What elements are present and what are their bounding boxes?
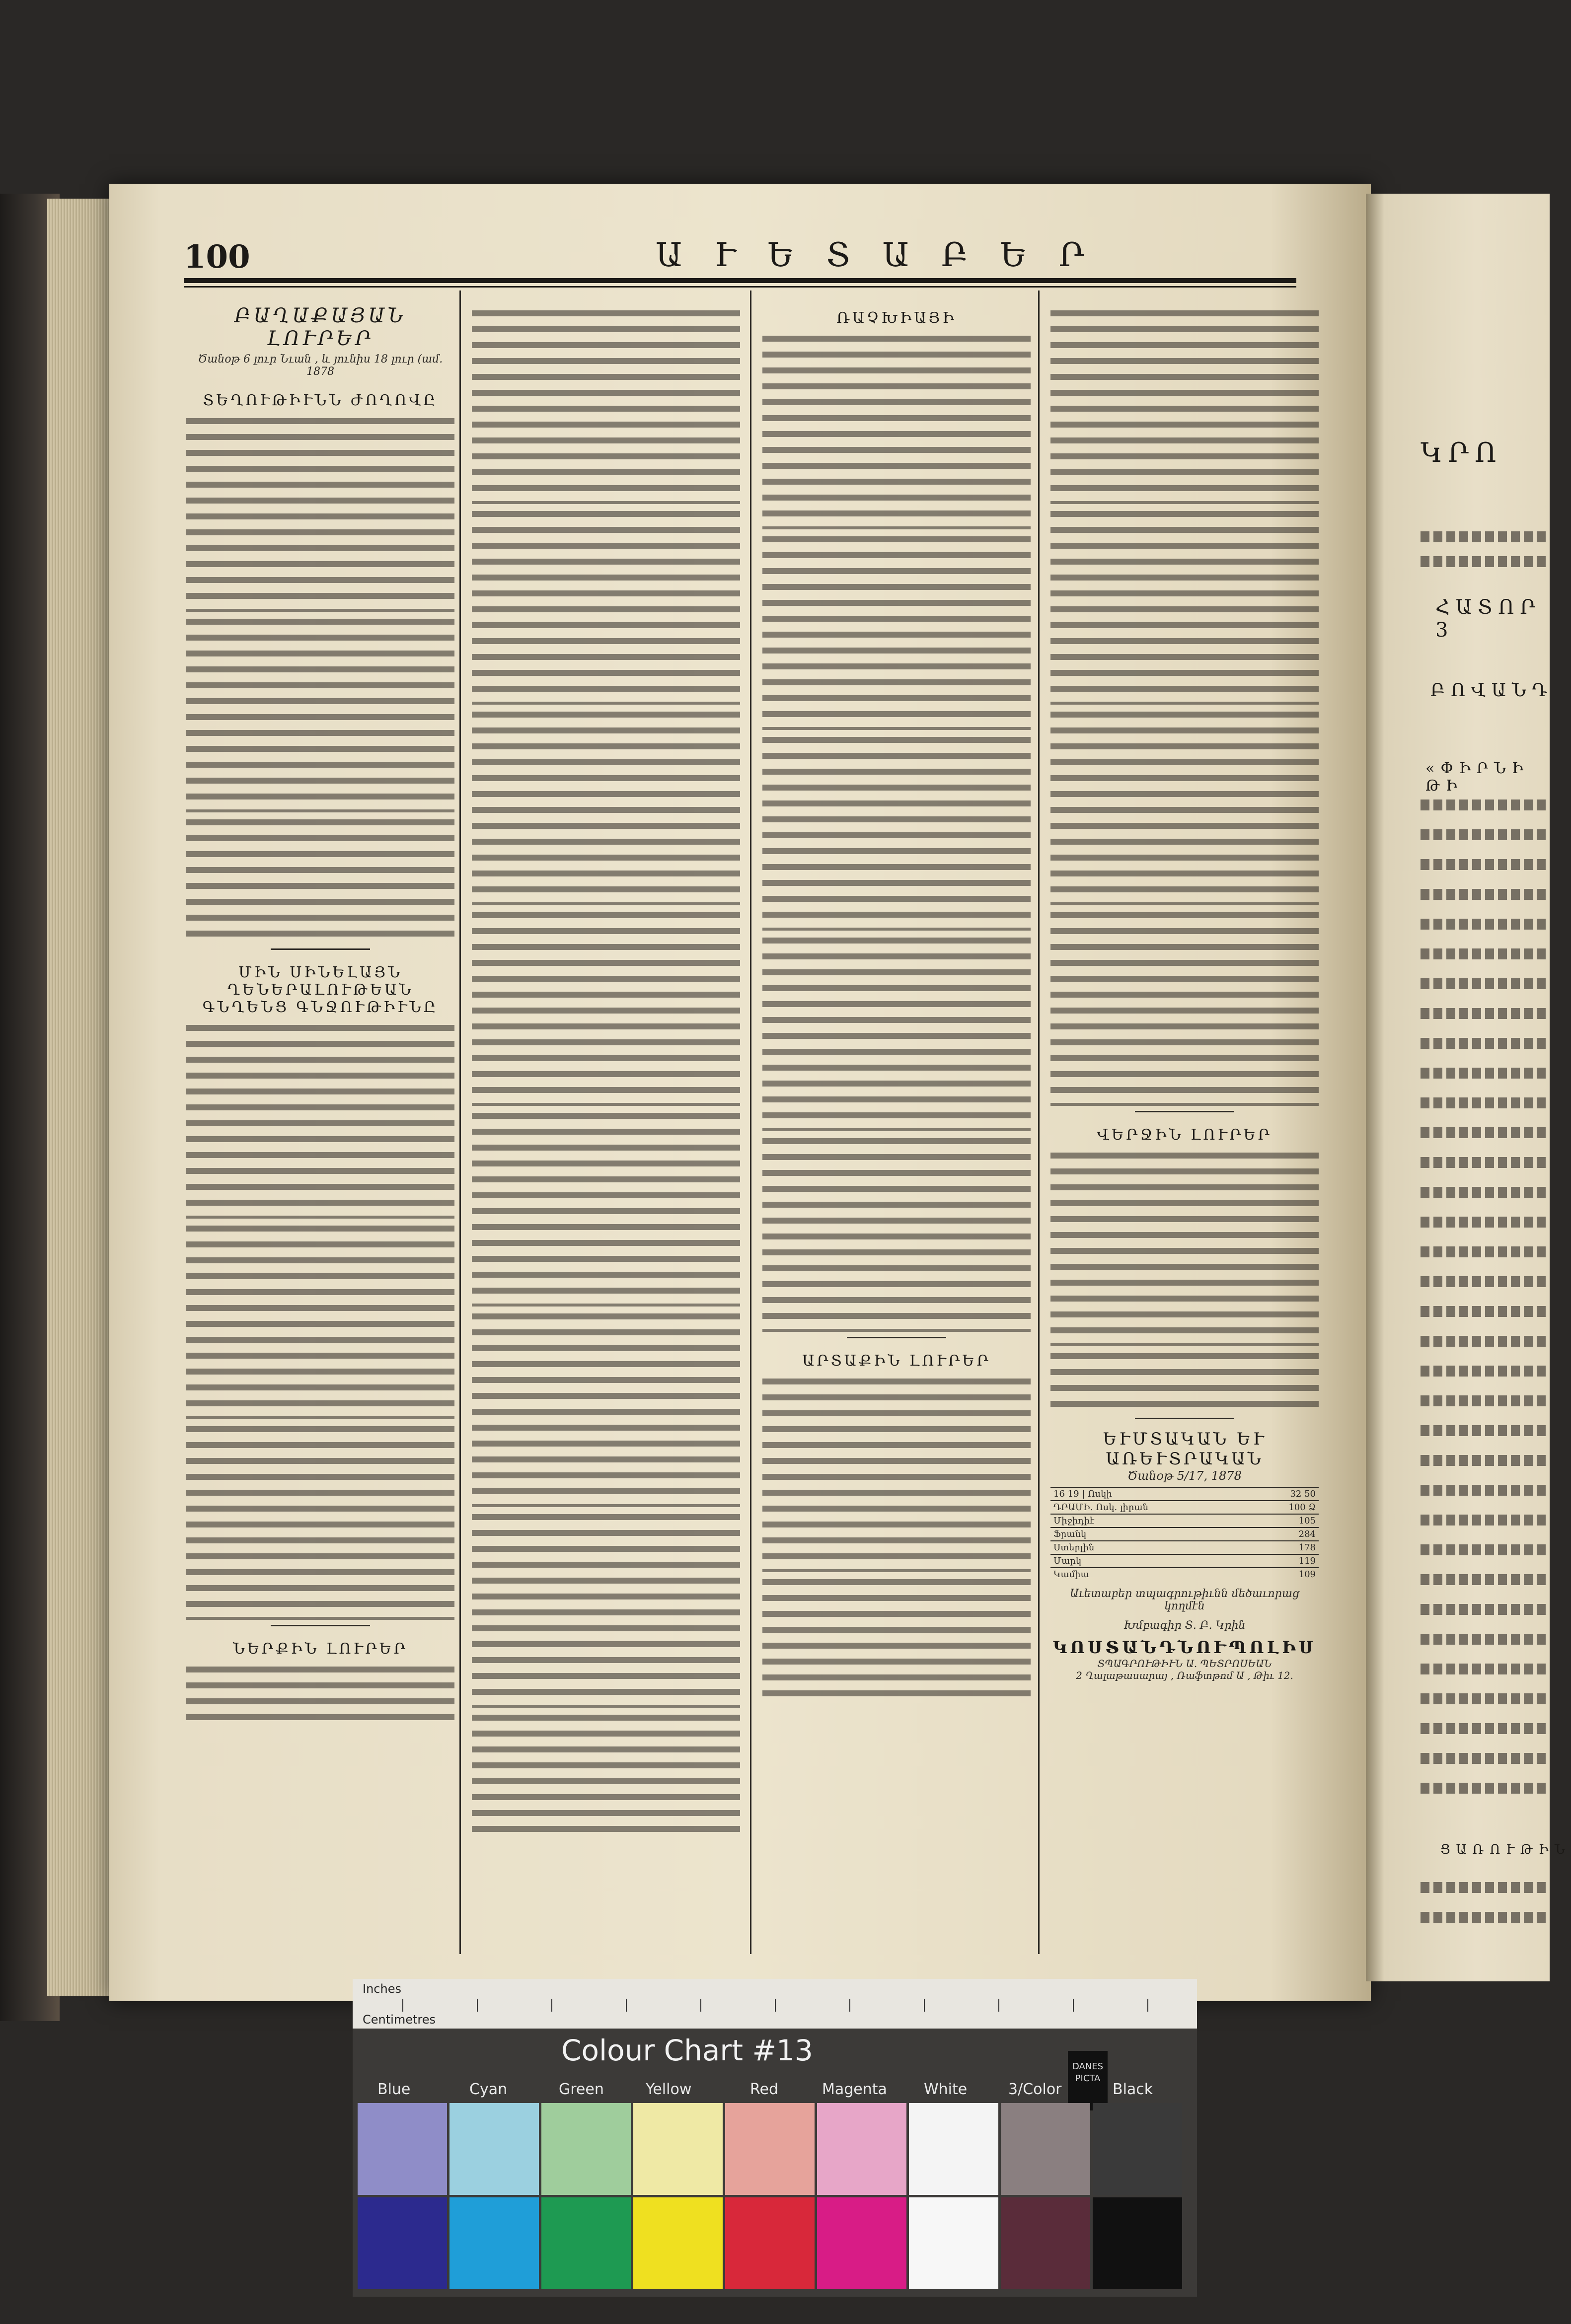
adjacent-text: [1421, 948, 1550, 959]
exchange-title: ԵՒՄՏԱԿԱՆ ԵՒ ԱՌԵՒՏՐԱԿԱՆ: [1103, 1429, 1267, 1469]
adjacent-text: [1421, 1157, 1550, 1168]
table-cell: ԴՐԱՄԻ. Ոսկ. լիրան: [1050, 1501, 1253, 1514]
adjacent-text: [1421, 1753, 1550, 1764]
header-rule: [184, 278, 1296, 283]
adjacent-text: [1421, 1008, 1550, 1019]
table-row: [1050, 1514, 1319, 1527]
adjacent-text: [1421, 919, 1550, 930]
adjacent-text: [1421, 1515, 1550, 1525]
swatch-label: White: [924, 2081, 968, 2098]
table-cell: 100 Ձ: [1253, 1501, 1319, 1514]
table-cell: 284: [1253, 1527, 1319, 1541]
adjacent-text: [1421, 1882, 1550, 1893]
divider: [1135, 1111, 1234, 1112]
article-text: [472, 707, 740, 905]
table-cell: Կամիա: [1050, 1568, 1253, 1581]
article-text: [762, 1374, 1031, 1572]
article-text: [186, 1020, 454, 1219]
ruler: [353, 1979, 1197, 2029]
ruler-tick: [402, 1999, 403, 2012]
table-row: [1050, 1527, 1319, 1541]
press-subtitle: ՏՊԱԳՐՈՒԹԻՒՆ Ա. ՊԵՏՐՈՍԵԱՆ: [1097, 1658, 1272, 1670]
colour-swatch: [1093, 2103, 1182, 2195]
ruler-tick: [998, 1999, 999, 2012]
header-rule-thin: [184, 286, 1296, 288]
swatch-label: Green: [559, 2081, 604, 2098]
adjacent-heading: ՀԱՏՈՐ 3: [1435, 596, 1542, 642]
adjacent-text: [1421, 1604, 1550, 1615]
adjacent-text: [1421, 1455, 1550, 1466]
table-row: [1050, 1487, 1319, 1501]
section-title: ԲԱՂԱՔԱՅԱՆ ԼՈՒՐԵՐ: [234, 304, 406, 350]
adjacent-heading: ՑԱՌՈՒԹԻՆ: [1440, 1842, 1571, 1857]
exchange-table: [1050, 1487, 1319, 1581]
ruler-tick: [849, 1999, 850, 2012]
colour-swatch: [449, 2197, 539, 2289]
adjacent-text: [1421, 1723, 1550, 1734]
article-text: [1050, 1348, 1319, 1413]
swatch-label: Red: [750, 2081, 778, 2098]
ruler-tick: [775, 1999, 776, 2012]
colour-swatch: [909, 2197, 998, 2289]
adjacent-text: [1421, 1246, 1550, 1257]
table-cell: 105: [1253, 1514, 1319, 1527]
article-text: [472, 1509, 740, 1708]
ruler-tick: [924, 1999, 925, 2012]
table-cell: Միջիդիէ: [1050, 1514, 1253, 1527]
colour-swatch: [725, 2103, 815, 2195]
swatch-label: Magenta: [822, 2081, 887, 2098]
article-text: [186, 1662, 454, 1726]
adjacent-text: [1421, 1574, 1550, 1585]
colour-swatch: [358, 2197, 447, 2289]
editor-note: Խմբագիր Տ. Բ. Կրին: [1123, 1619, 1246, 1632]
exchange-date: Ծանօթ 5/17, 1878: [1127, 1469, 1242, 1483]
table-cell: 16 19 | Ոսկի: [1050, 1487, 1253, 1501]
adjacent-text: [1421, 1068, 1550, 1079]
colour-swatch: [909, 2103, 998, 2195]
article-text: [1050, 506, 1319, 705]
ruler-label-inches: Inches: [363, 1982, 401, 1996]
article-text: [1050, 305, 1319, 504]
article-text: [762, 531, 1031, 730]
adjacent-text: [1421, 1485, 1550, 1496]
article-text: [762, 1133, 1031, 1332]
article-text: [472, 1308, 740, 1507]
article-text: [1050, 1148, 1319, 1346]
adjacent-text: [1421, 978, 1550, 989]
adjacent-text: [1421, 1912, 1550, 1923]
article-text: [472, 1710, 740, 1839]
article-text: [762, 331, 1031, 529]
adjacent-text: [1421, 531, 1550, 542]
swatch-label: Cyan: [469, 2081, 508, 2098]
ruler-tick: [1073, 1999, 1074, 2012]
adjacent-text: [1421, 799, 1550, 810]
table-row: [1050, 1554, 1319, 1568]
table-cell: Ֆրանկ: [1050, 1527, 1253, 1541]
adjacent-text: [1421, 1127, 1550, 1138]
colour-swatch: [541, 2103, 631, 2195]
swatch-label: 3/Color: [1008, 2081, 1062, 2098]
swatch-label: Blue: [377, 2081, 411, 2098]
brand-logo: DANES PICTA: [1068, 2051, 1108, 2110]
adjacent-text: [1421, 1336, 1550, 1347]
adjacent-text: [1421, 1693, 1550, 1704]
column-3: [762, 295, 1031, 1705]
adjacent-text: [1421, 829, 1550, 840]
ruler-tick: [700, 1999, 701, 2012]
adjacent-text: [1421, 1664, 1550, 1674]
colour-chart: [353, 1979, 1197, 2297]
colour-swatch: [1001, 2197, 1090, 2289]
table-cell: Մարկ: [1050, 1554, 1253, 1568]
chart-title: Colour Chart #13: [561, 2034, 813, 2067]
newspaper-page: [109, 184, 1371, 2001]
article-text: [762, 933, 1031, 1131]
column-2: [472, 295, 740, 1841]
swatch-label: Black: [1113, 2081, 1153, 2098]
divider: [271, 1625, 370, 1626]
adjacent-text: [1421, 1187, 1550, 1198]
column-4: [1050, 295, 1319, 1681]
article-text: [472, 1108, 740, 1307]
colour-swatch: [1093, 2197, 1182, 2289]
article-text: [762, 732, 1031, 931]
section-heading: ՄԻՆ ՍԻՆԵԼԱՅՆ ՂԵՆԵՐԱԼՈՒԹԵԱՆ ԳՆՂԵՆՑ ԳՆՋՈՒԹԻՒՆԸ: [202, 964, 439, 1016]
divider: [847, 1337, 946, 1338]
swatch-label: Yellow: [646, 2081, 692, 2098]
adjacent-text: [1421, 1634, 1550, 1645]
colour-swatch: [358, 2103, 447, 2195]
adjacent-text: [1421, 1306, 1550, 1317]
section-heading: ՌԱՉԽԻԱՅԻ: [836, 309, 957, 327]
adjacent-text: [1421, 1395, 1550, 1406]
column-divider: [750, 290, 751, 1954]
colour-swatch: [633, 2197, 723, 2289]
page-number: 100: [184, 238, 250, 276]
adjacent-text: [1421, 1217, 1550, 1228]
article-text: [472, 907, 740, 1106]
table-row: [1050, 1568, 1319, 1581]
adjacent-text: [1421, 1038, 1550, 1049]
adjacent-heading: ԲՈՎԱՆԴ: [1430, 680, 1554, 701]
adjacent-text: [1421, 1544, 1550, 1555]
table-cell: 178: [1253, 1541, 1319, 1554]
ruler-tick: [1147, 1999, 1148, 2012]
adjacent-text: [1421, 1425, 1550, 1436]
divider: [1135, 1418, 1234, 1419]
ruler-tick: [551, 1999, 552, 2012]
ruler-label-cm: Centimetres: [363, 2013, 436, 2027]
colour-swatch: [725, 2197, 815, 2289]
article-text: [186, 614, 454, 812]
adjacent-text: [1421, 1783, 1550, 1794]
divider: [271, 948, 370, 950]
table-row: [1050, 1541, 1319, 1554]
adjacent-text: [1421, 859, 1550, 870]
article-text: [186, 1421, 454, 1620]
adjacent-heading: «ՓԻՐՆԻ ԹԻ: [1425, 760, 1530, 795]
press-name: ԿՈՍՏԱՆԴՆՈՒՊՈԼԻՍ: [1052, 1638, 1317, 1658]
article-text: [1050, 707, 1319, 905]
section-heading: ԱՐՏԱՔԻՆ ԼՈՒՐԵՐ: [802, 1352, 991, 1370]
table-cell: Ստերլին: [1050, 1541, 1253, 1554]
colour-swatch: [817, 2197, 906, 2289]
printer-note: Աւետաբեր տպագրութիւնն մեծաւորաց կողմէն: [1070, 1588, 1299, 1612]
table-row: [1050, 1501, 1319, 1514]
table-cell: 109: [1253, 1568, 1319, 1581]
column-divider: [459, 290, 461, 1954]
article-text: [186, 413, 454, 612]
colour-swatch: [541, 2197, 631, 2289]
dateline: Ծանօթ 6 լուր Նւան , և յունիս 18 լուր (ամ. 1878: [198, 353, 443, 378]
colour-swatch: [449, 2103, 539, 2195]
column-1: [186, 295, 454, 1728]
adjacent-text: [1421, 1097, 1550, 1108]
section-heading: ՏԵՂՈՒԹԻՒՆՆ ԺՈՂՈՎԸ: [203, 392, 438, 409]
article-text: [1050, 907, 1319, 1106]
article-text: [186, 1221, 454, 1419]
table-cell: 32 50: [1253, 1487, 1319, 1501]
colour-swatch: [633, 2103, 723, 2195]
section-heading: ՆԵՐՔԻՆ ԼՈՒՐԵՐ: [232, 1640, 408, 1658]
column-divider: [1038, 290, 1040, 1954]
article-text: [762, 1574, 1031, 1703]
table-cell: 119: [1253, 1554, 1319, 1568]
press-address: 2 Ղալաթասարայ , Ռաֆտթոմ Ա , Թիւ 12.: [1076, 1670, 1293, 1681]
adjacent-heading: ԿՐՈ: [1421, 437, 1502, 468]
section-heading: ՎԵՐՋԻՆ ԼՈՒՐԵՐ: [1097, 1126, 1272, 1144]
adjacent-text: [1421, 1366, 1550, 1377]
colour-swatch: [1001, 2103, 1090, 2195]
article-text: [472, 506, 740, 705]
colour-swatch: [817, 2103, 906, 2195]
article-text: [186, 814, 454, 944]
adjacent-text: [1421, 1276, 1550, 1287]
article-text: [472, 305, 740, 504]
ruler-tick: [626, 1999, 627, 2012]
adjacent-text: [1421, 556, 1550, 567]
ruler-tick: [477, 1999, 478, 2012]
masthead: Ա Ւ Ե Տ Ա Բ Ե Ր: [656, 236, 1095, 274]
adjacent-text: [1421, 889, 1550, 900]
adjacent-page: [1366, 194, 1571, 1981]
